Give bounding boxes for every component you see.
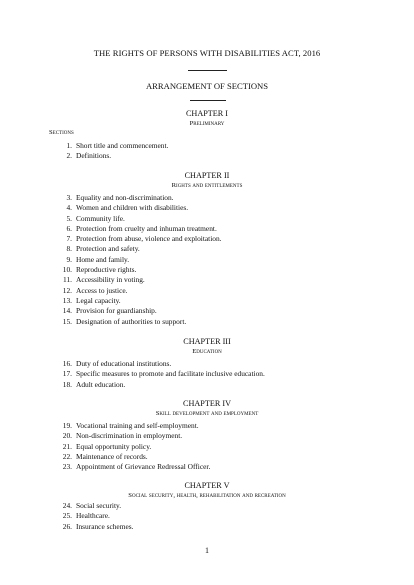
section-list [0,141,414,162]
section-title: Equal opportunity policy. [76,441,152,451]
section-number: 24. [62,501,72,510]
divider-rule [188,70,227,71]
section-list [0,359,414,390]
section-title: Protection and safety. [76,244,140,254]
section-title: Accessibility in voting. [76,275,145,285]
section-title: Insurance schemes. [76,521,134,531]
section-list [0,501,414,532]
section-item [0,306,414,316]
chapter-name: Social security, health, rehabilitation and recreation [128,492,286,499]
section-title: Home and family. [76,254,130,264]
chapter-name: Rights and entitlements [171,182,243,189]
section-title: Social security. [76,501,122,510]
section-title: Healthcare. [76,511,110,521]
chapter-heading [0,398,414,418]
chapter-heading [0,336,414,356]
section-item [0,265,414,275]
section-number: 3. [66,193,72,202]
section-title: Designation of authorities to support. [76,316,187,326]
section-title: Legal capacity. [76,295,121,305]
section-item [0,203,414,213]
section-number: 19. [62,421,72,430]
section-title: Non-discrimination in employment. [76,431,183,441]
section-title: Adult education. [76,379,126,389]
divider-rule [190,100,226,101]
section-item [0,193,414,203]
arrangement-heading: ARRANGEMENT OF SECTIONS [145,81,269,91]
section-item [0,421,414,431]
chapter-number: CHAPTER III [183,337,231,346]
section-title: Protection from cruelty and inhuman treatment. [76,223,217,233]
section-number: 6. [66,223,72,233]
chapter-name: Education [192,348,222,355]
section-number: 17. [62,369,72,379]
section-item [0,511,414,521]
section-item [0,214,414,224]
section-title: Protection from abuse, violence and exploitation. [76,234,222,244]
section-number: 25. [62,511,72,521]
section-title: Reproductive rights. [76,265,137,275]
section-number: 23. [62,462,72,472]
section-number: 26. [62,521,72,531]
page-number: 1 [205,546,209,555]
section-item [0,234,414,244]
section-number: 9. [66,254,72,264]
section-number: 4. [66,203,72,213]
section-list [0,421,414,472]
section-number: 8. [66,244,72,254]
chapter-number: CHAPTER IV [183,399,231,408]
section-item [0,296,414,306]
section-number: 20. [62,431,72,441]
section-item [0,255,414,265]
chapter-number: CHAPTER II [184,171,230,180]
section-title: Duty of educational institutions. [76,359,172,368]
section-title: Equality and non-discrimination. [76,193,174,202]
section-item [0,452,414,462]
section-title: Access to justice. [76,285,128,295]
chapter-heading [0,108,414,128]
section-title: Women and children with disabilities. [76,203,189,213]
section-title: Provision for guardianship. [76,306,157,316]
chapter-number: CHAPTER I [185,109,229,118]
section-number: 15. [62,316,72,326]
chapter-name: Skill development and employment [155,410,259,417]
section-item [0,224,414,234]
section-number: 14. [62,306,72,316]
section-number: 1. [66,141,72,150]
section-number: 22. [62,451,72,461]
section-item [0,275,414,285]
section-item [0,442,414,452]
section-number: 7. [66,234,72,244]
section-item [0,380,414,390]
section-list [0,193,414,327]
act-title: THE RIGHTS OF PERSONS WITH DISABILITIES ACT, 2016 [93,48,321,58]
section-number: 21. [62,441,72,451]
chapter-heading [0,170,414,190]
section-number: 18. [62,379,72,389]
section-title: Maintenance of records. [76,451,148,461]
section-item [0,501,414,511]
chapter-heading [0,480,414,500]
section-number: 10. [62,265,72,275]
section-title: Community life. [76,213,125,223]
section-item [0,286,414,296]
section-item [0,522,414,532]
section-item [0,359,414,369]
section-item [0,141,414,151]
section-item [0,317,414,327]
section-number: 16. [62,359,72,368]
section-title: Specific measures to promote and facilitate inclusive education. [76,369,265,379]
section-title: Short title and commencement. [76,141,169,150]
section-title: Appointment of Grievance Redressal Officer. [76,462,211,472]
chapter-number: CHAPTER V [184,481,230,490]
section-title: Definitions. [76,151,112,161]
section-number: 12. [62,285,72,295]
sections-label: Sections [49,129,74,136]
section-title: Vocational training and self-employment. [76,421,199,430]
section-item [0,369,414,379]
section-number: 5. [66,213,72,223]
section-item [0,431,414,441]
section-item [0,244,414,254]
section-number: 11. [63,275,72,285]
section-item [0,462,414,472]
section-number: 13. [62,295,72,305]
section-number: 2. [66,151,72,161]
section-item [0,151,414,161]
chapter-name: Preliminary [189,120,225,127]
